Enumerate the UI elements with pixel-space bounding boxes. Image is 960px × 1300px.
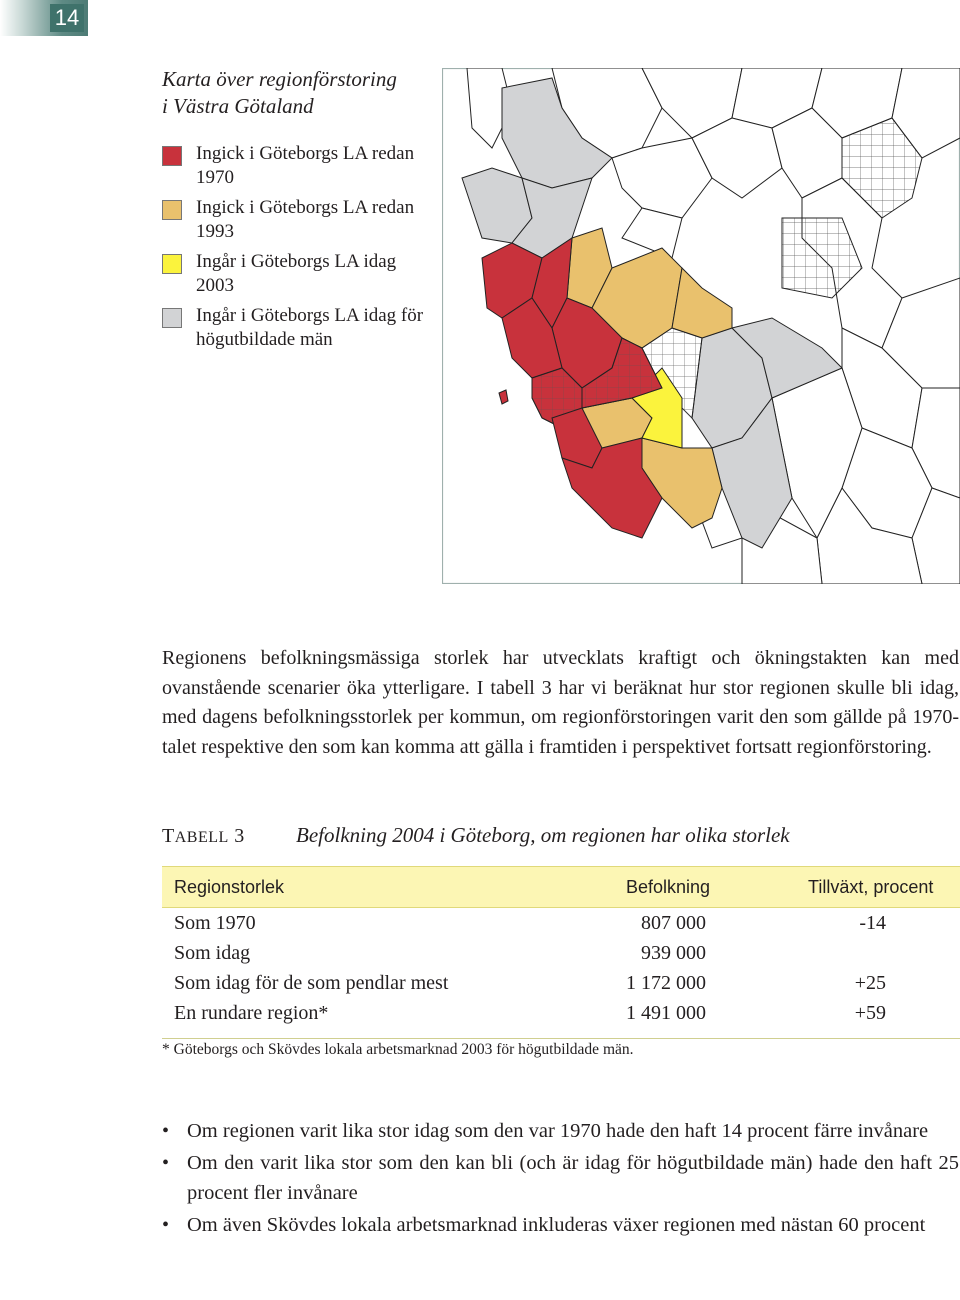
population-table [162,866,960,1039]
cell-population: 1 172 000 [626,972,706,994]
table-label-initial: T [162,825,175,847]
bullet-text: Om den varit lika stor som den kan bli (och är idag för högutbildade män) hade den haft 25 procent fler invånare [187,1152,959,1204]
cell-growth: -14 [859,912,886,934]
page-number: 14 [50,4,84,32]
table-label-number: 3 [234,825,245,847]
table-footnote: * Göteborgs och Skövdes lokala arbetsmarknad 2003 för högutbildade män. [162,1041,634,1058]
cell-growth: +25 [854,972,886,994]
table-row [162,910,960,940]
header-regionstorlek: Regionstorlek [174,877,285,897]
header-tillvaxt: Tillväxt, procent [808,877,934,897]
list-item [162,1116,959,1146]
table-row [162,970,960,1000]
table-label-smallcaps: ABELL [174,829,229,846]
list-item [162,1148,959,1208]
table-label [162,825,245,848]
cell-population: 807 000 [641,912,706,934]
bullet-text: Om även Skövdes lokala arbetsmarknad inkluderas växer regionen med nästan 60 procent [187,1214,926,1236]
legend-swatch-yellow [162,254,182,274]
cell-region: Som idag [174,942,251,964]
table-row [162,940,960,970]
bullet-icon: • [162,1152,170,1174]
bullet-list [162,1116,959,1242]
cell-population: 1 491 000 [626,1002,706,1024]
legend-swatch-red [162,146,182,166]
list-item [162,1210,959,1240]
cell-region: En rundare region* [174,1002,329,1024]
cell-population: 939 000 [641,942,706,964]
legend-label: Ingår i Göteborgs LA idag för högutbildade män [196,305,424,350]
bullet-text: Om regionen varit lika stor idag som den var 1970 hade den haft 14 procent färre invånare [187,1120,929,1142]
body-paragraph: Regionens befolkningsmässiga storlek har utvecklats kraftigt och ökningstakten kan med ovanstående scenarier öka ytterligare. I tabell 3 har vi beräknat hur stor regionen skulle bli idag, med dagens befolkningsstorlek per kommun, om regionförstoringen varit den som gällde på 1970-talet respektive den som kan komma att gälla i framtiden i perspektivet fortsatt regionförstoring. [162,647,959,758]
table-caption: Befolkning 2004 i Göteborg, om regionen har olika storlek [296,823,790,847]
header-befolkning: Befolkning [626,877,711,897]
legend-label: Ingår i Göteborgs LA idag 2003 [196,251,397,296]
legend-swatch-gray [162,308,182,328]
legend-label: Ingick i Göteborgs LA redan 1993 [196,197,415,242]
cell-region: Som idag för de som pendlar mest [174,972,449,994]
bullet-icon: • [162,1120,170,1142]
cell-growth: +59 [854,1002,886,1024]
cell-region: Som 1970 [174,912,256,934]
map-title: Karta över regionförstoring i Västra Götaland [162,67,397,118]
table-header [162,866,960,908]
table-bottom-rule [162,1030,960,1039]
table-row [162,1000,960,1030]
bullet-icon: • [162,1214,170,1236]
legend-swatch-orange [162,200,182,220]
legend-label: Ingick i Göteborgs LA redan 1970 [196,143,415,188]
region-map [442,68,960,584]
